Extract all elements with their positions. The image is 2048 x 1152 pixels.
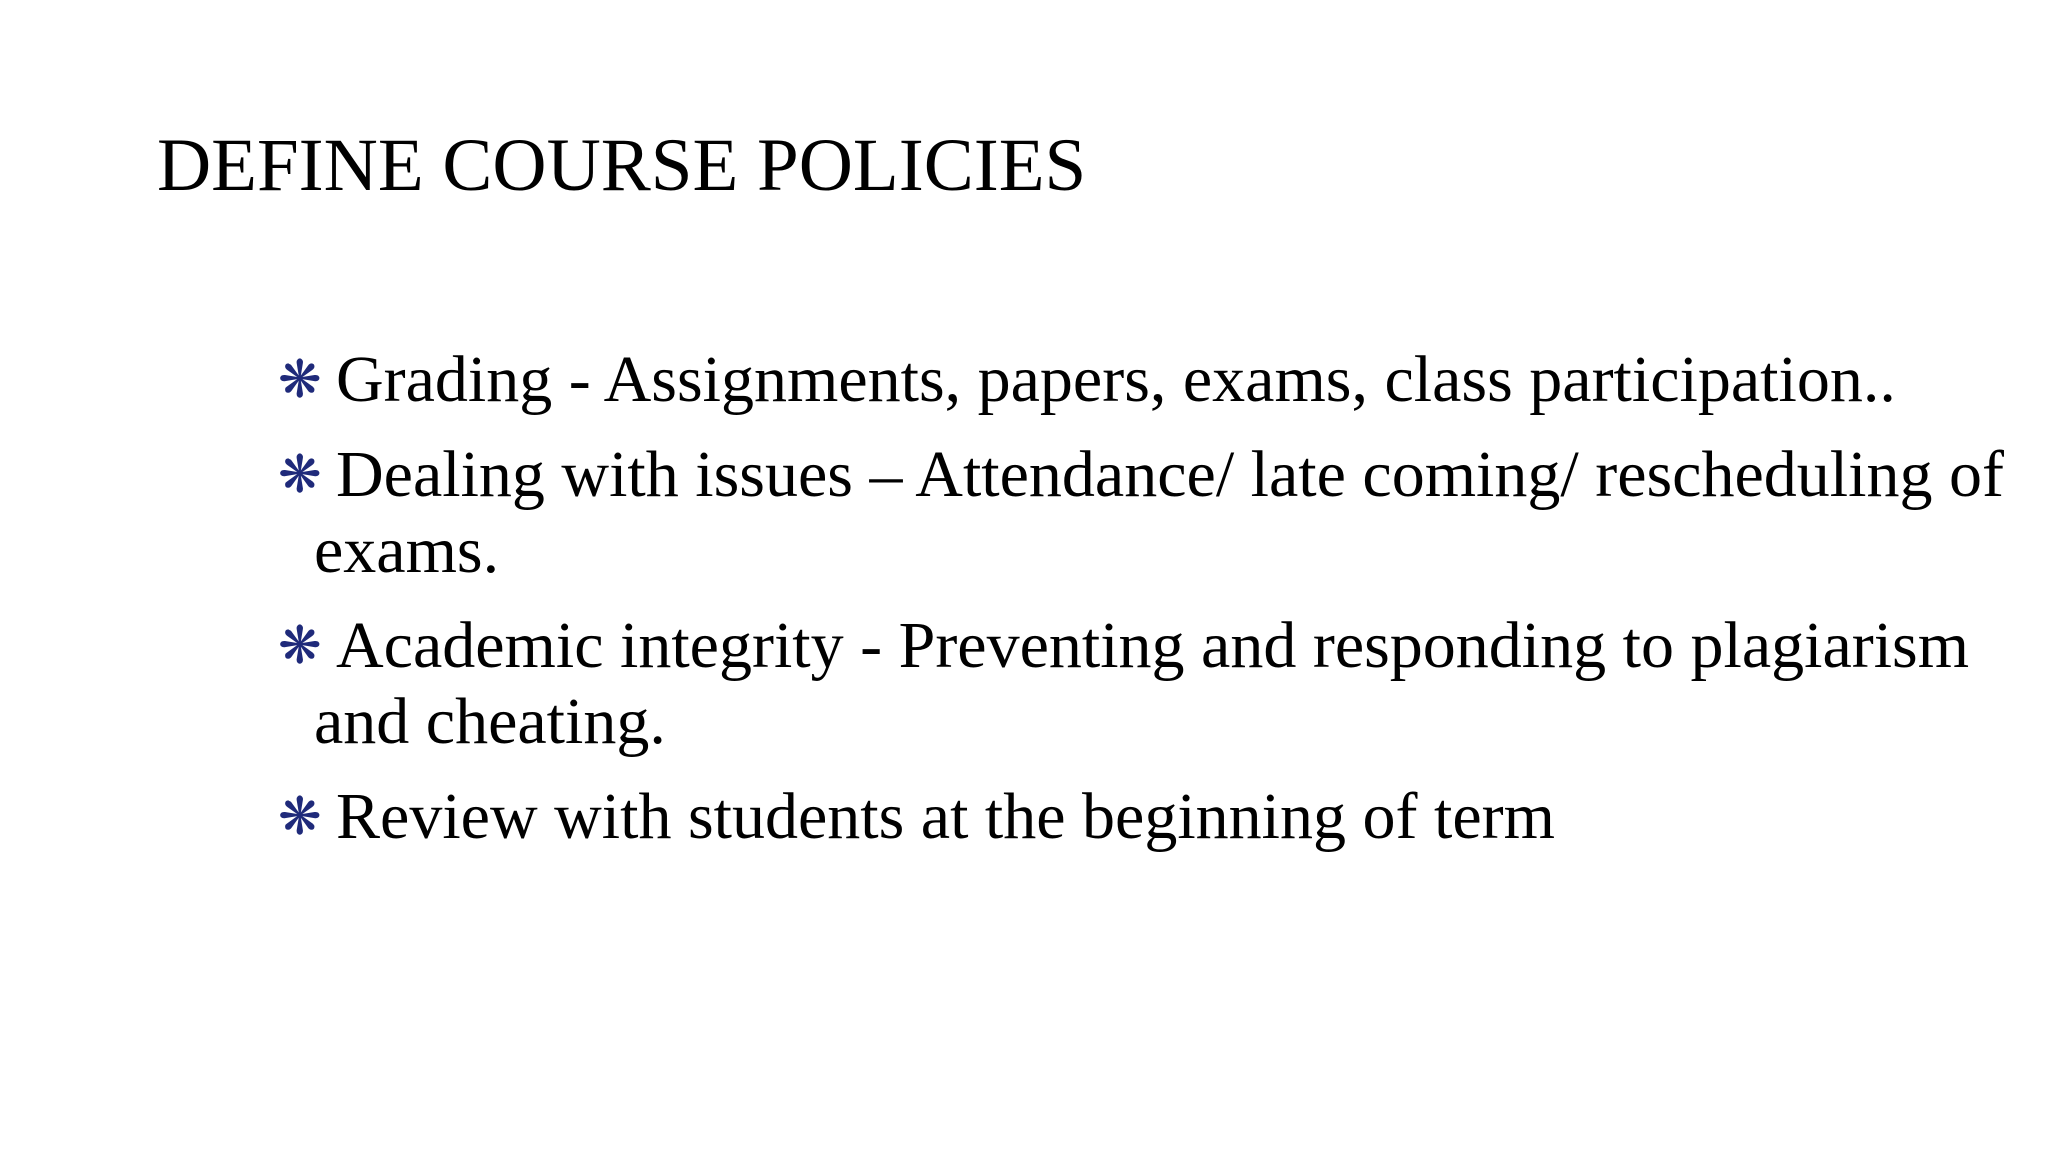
bullet-item-integrity bbox=[278, 608, 2018, 760]
bullet-icon: ❋ bbox=[278, 350, 322, 410]
bullet-item-issues bbox=[278, 437, 2018, 589]
bullet-text: Dealing with issues – Attendance/ late coming/ rescheduling of exams. bbox=[314, 438, 2004, 587]
bullet-text: Academic integrity - Preventing and responding to plagiarism and cheating. bbox=[314, 609, 1970, 758]
bullet-item-grading bbox=[278, 342, 2018, 418]
bullet-icon: ❋ bbox=[278, 787, 322, 847]
bullet-icon: ❋ bbox=[278, 445, 322, 505]
bullet-text: Review with students at the beginning of term bbox=[336, 780, 1555, 853]
bullet-item-review bbox=[278, 779, 2018, 855]
bullet-list bbox=[278, 342, 2018, 874]
slide-title: DEFINE COURSE POLICIES bbox=[157, 124, 1087, 207]
bullet-icon: ❋ bbox=[278, 616, 322, 676]
bullet-text: Grading - Assignments, papers, exams, class participation.. bbox=[336, 343, 1896, 416]
